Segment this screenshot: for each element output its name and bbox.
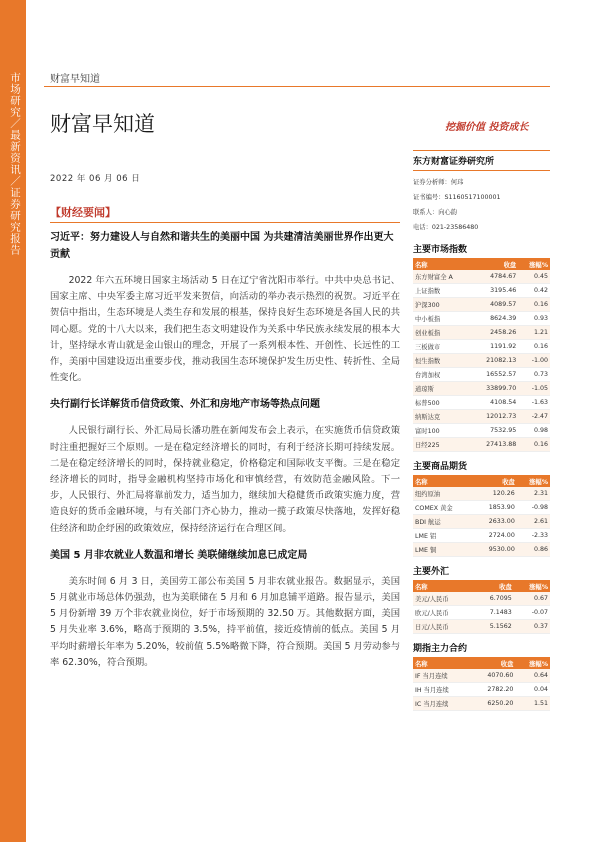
table-header-cell: 收盘 bbox=[470, 657, 515, 669]
org-box bbox=[413, 150, 550, 235]
table-cell: 0.98 bbox=[518, 424, 550, 438]
analyst-line: 证券分析师：何玮 bbox=[413, 179, 464, 186]
table-cell: 21082.13 bbox=[471, 354, 518, 368]
page-title: 财富早知道 bbox=[50, 112, 155, 136]
table-cell: 7.1483 bbox=[473, 606, 514, 620]
table-cell: 2633.00 bbox=[473, 515, 516, 529]
table-title: 主要市场指数 bbox=[413, 245, 468, 255]
table-cell: 纳斯达克 bbox=[413, 410, 471, 424]
table-cell: IC 当月连续 bbox=[413, 697, 470, 711]
table-cell: 0.16 bbox=[518, 298, 550, 312]
header-small-title: 财富早知道 bbox=[50, 74, 100, 85]
news-title-3: 美国 5 月非农就业人数温和增长 美联储继续加息已成定局 bbox=[50, 549, 308, 561]
table-cell: 2724.00 bbox=[473, 529, 516, 543]
table-cell: 上证指数 bbox=[413, 284, 471, 298]
table-cell: 欧元/人民币 bbox=[413, 606, 473, 620]
table-cell: 5.1562 bbox=[473, 620, 514, 634]
table-title: 主要外汇 bbox=[413, 567, 450, 577]
news-body-2: 人民银行副行长、外汇局局长潘功胜在新闻发布会上表示，在实施货币信贷政策时注重把握好三个原则。一是在稳定经济增长的同时，有利于经济长期可持续发展。二是在稳定经济增长的同时，保持就业稳定，价格稳定和国际收支平衡。三是在稳定经济增长的同时，指导金融机构坚持市场化和审慎经营，有效防范金融风险。下一步，人民银行、外汇局将靠前发力，适当加力，继续加大稳健货币政策实施力度，营造良好的货币金融环境，与有关部门齐心协力，推动一揽子政策尽快落地，发挥好稳住经济和助企纾困的政策效应，保持经济运行在合理区间。 bbox=[50, 425, 400, 534]
market-table bbox=[413, 580, 550, 634]
table-cell: -1.63 bbox=[518, 396, 550, 410]
table-cell: 27413.88 bbox=[471, 438, 518, 452]
table-row bbox=[413, 396, 550, 410]
table-row bbox=[413, 326, 550, 340]
table-cell: 道琼斯 bbox=[413, 382, 471, 396]
table-row bbox=[413, 620, 550, 634]
table-header-cell: 收盘 bbox=[473, 475, 516, 487]
table-cell: 恒生指数 bbox=[413, 354, 471, 368]
market-tables bbox=[413, 242, 550, 711]
org-name: 东方财富证券研究所 bbox=[413, 154, 550, 171]
table-cell: 9530.00 bbox=[473, 543, 516, 557]
table-cell: 4089.57 bbox=[471, 298, 518, 312]
report-date: 2022 年 06 月 06 日 bbox=[50, 174, 141, 184]
table-header-cell: 涨幅% bbox=[518, 258, 550, 270]
news-title-2: 央行副行长详解货币信贷政策、外汇和房地产市场等热点问题 bbox=[50, 399, 320, 411]
table-row bbox=[413, 438, 550, 452]
market-table bbox=[413, 657, 550, 711]
table-cell: -0.07 bbox=[514, 606, 550, 620]
table-cell: IH 当月连续 bbox=[413, 683, 470, 697]
table-row bbox=[413, 340, 550, 354]
table-row bbox=[413, 382, 550, 396]
info-column bbox=[413, 150, 550, 711]
table-header-cell: 名称 bbox=[413, 475, 473, 487]
table-cell: 3195.46 bbox=[471, 284, 518, 298]
section-divider bbox=[50, 222, 400, 223]
table-cell: 0.16 bbox=[518, 438, 550, 452]
news-body-3: 美东时间 6 月 3 日，美国劳工部公布美国 5 月非农就业报告。数据显示，美国 5 月就业市场总体仍强劲，也为美联储在 5 月和 6 月加息铺平道路。报告显示，美国 5 月份新增 39 万个非农就业岗位，好于市场预期的 32.50 万。其他数据方面，美国 5 月失业率 3.6%，略高于预期的 3.5%，持平前值，接近疫情前的低点。美国 5 月平均时薪增长年率为 5.20%，较前值 5.5%略微下降，符合预期。美国 5 月劳动参与率 62.30%，符合预期。 bbox=[50, 575, 400, 668]
table-cell: 中小板指 bbox=[413, 312, 471, 326]
table-row bbox=[413, 683, 550, 697]
table-header-cell: 收盘 bbox=[471, 258, 518, 270]
table-cell: 1.51 bbox=[515, 697, 550, 711]
table-row bbox=[413, 410, 550, 424]
news-column bbox=[50, 204, 400, 679]
table-cell: 0.37 bbox=[514, 620, 550, 634]
cert-line: 证书编号：S1160517100001 bbox=[413, 194, 501, 201]
table-cell: 0.73 bbox=[518, 368, 550, 382]
table-row bbox=[413, 487, 550, 501]
table-header-cell: 涨幅% bbox=[514, 580, 550, 592]
table-cell: 0.64 bbox=[515, 669, 550, 683]
phone-line: 电话：021-23586480 bbox=[413, 224, 479, 231]
table-cell: LME 铝 bbox=[413, 529, 473, 543]
table-cell: 2.61 bbox=[517, 515, 550, 529]
table-cell: 0.45 bbox=[518, 270, 550, 284]
sidebar bbox=[0, 0, 26, 842]
table-title: 期指主力合约 bbox=[413, 644, 468, 654]
table-row bbox=[413, 529, 550, 543]
table-cell: 7532.95 bbox=[471, 424, 518, 438]
market-table bbox=[413, 475, 550, 557]
table-cell: 日经225 bbox=[413, 438, 471, 452]
table-cell: 12012.73 bbox=[471, 410, 518, 424]
slogan: 挖掘价值 投资成长 bbox=[445, 122, 529, 133]
table-cell: 6250.20 bbox=[470, 697, 515, 711]
table-header-cell: 名称 bbox=[413, 580, 473, 592]
table-header-cell: 涨幅% bbox=[515, 657, 550, 669]
table-cell: 2458.26 bbox=[471, 326, 518, 340]
table-title: 主要商品期货 bbox=[413, 462, 468, 472]
table-row bbox=[413, 298, 550, 312]
table-cell: -2.33 bbox=[517, 529, 550, 543]
table-cell: IF 当月连续 bbox=[413, 669, 470, 683]
table-cell: -1.05 bbox=[518, 382, 550, 396]
sidebar-text: 市场研究／最新资讯／证券研究报告 bbox=[9, 72, 21, 256]
table-row bbox=[413, 424, 550, 438]
table-row bbox=[413, 592, 550, 606]
table-cell: 0.93 bbox=[518, 312, 550, 326]
table-cell: COMEX 黄金 bbox=[413, 501, 473, 515]
table-cell: 8624.39 bbox=[471, 312, 518, 326]
table-row bbox=[413, 543, 550, 557]
table-row bbox=[413, 312, 550, 326]
table-cell: LME 铜 bbox=[413, 543, 473, 557]
news-body-1: 2022 年六五环境日国家主场活动 5 日在辽宁省沈阳市举行。中共中央总书记、国家主席、中央军委主席习近平发来贺信，向活动的举办表示热烈的祝贺。习近平在贺信中指出，生态环境是人类生存和发展的根基，保持良好生态环境是各国人民的共同心愿。党的十八大以来，我们把生态文明建设作为关系中华民族永续发展的根本大计，坚持绿水青山就是金山银山的理念，开展了一系列根本性、开创性、长远性的工作，美丽中国建设迈出重要步伐，推动我国生态环境保护发生历史性、转折性、全局性变化。 bbox=[50, 275, 400, 384]
table-cell: 沪深300 bbox=[413, 298, 471, 312]
table-cell: 东方财富全 A bbox=[413, 270, 471, 284]
table-cell: BDI 航运 bbox=[413, 515, 473, 529]
table-row bbox=[413, 354, 550, 368]
table-cell: 富时100 bbox=[413, 424, 471, 438]
table-cell: 纽约原油 bbox=[413, 487, 473, 501]
table-cell: 4070.60 bbox=[470, 669, 515, 683]
table-row bbox=[413, 606, 550, 620]
table-cell: -0.98 bbox=[517, 501, 550, 515]
news-title-1: 习近平：努力建设人与自然和谐共生的美丽中国 为共建清洁美丽世界作出更大贡献 bbox=[50, 232, 394, 260]
table-cell: 4108.54 bbox=[471, 396, 518, 410]
table-header-cell: 涨幅% bbox=[517, 475, 550, 487]
table-cell: 日元/人民币 bbox=[413, 620, 473, 634]
table-cell: -1.00 bbox=[518, 354, 550, 368]
contact-line: 联系人：向心韵 bbox=[413, 209, 458, 216]
table-row bbox=[413, 501, 550, 515]
header-divider bbox=[44, 86, 550, 87]
table-row bbox=[413, 284, 550, 298]
table-header-cell: 收盘 bbox=[473, 580, 514, 592]
table-cell: 0.42 bbox=[518, 284, 550, 298]
table-row bbox=[413, 270, 550, 284]
table-cell: 120.26 bbox=[473, 487, 516, 501]
table-cell: 台湾加权 bbox=[413, 368, 471, 382]
table-row bbox=[413, 697, 550, 711]
table-cell: 美元/人民币 bbox=[413, 592, 473, 606]
table-cell: 6.7095 bbox=[473, 592, 514, 606]
table-cell: 2.31 bbox=[517, 487, 550, 501]
table-cell: 1191.92 bbox=[471, 340, 518, 354]
table-header-cell: 名称 bbox=[413, 258, 471, 270]
table-row bbox=[413, 515, 550, 529]
market-table bbox=[413, 258, 550, 452]
table-cell: -2.47 bbox=[518, 410, 550, 424]
table-cell: 33899.70 bbox=[471, 382, 518, 396]
table-cell: 16552.57 bbox=[471, 368, 518, 382]
section-heading: 【财经要闻】 bbox=[50, 206, 116, 219]
table-cell: 4784.67 bbox=[471, 270, 518, 284]
table-cell: 0.86 bbox=[517, 543, 550, 557]
table-cell: 0.67 bbox=[514, 592, 550, 606]
table-cell: 1853.90 bbox=[473, 501, 516, 515]
table-cell: 三板做市 bbox=[413, 340, 471, 354]
table-cell: 0.04 bbox=[515, 683, 550, 697]
table-cell: 创业板指 bbox=[413, 326, 471, 340]
table-header-cell: 名称 bbox=[413, 657, 470, 669]
table-row bbox=[413, 669, 550, 683]
table-cell: 1.21 bbox=[518, 326, 550, 340]
table-cell: 2782.20 bbox=[470, 683, 515, 697]
table-cell: 0.16 bbox=[518, 340, 550, 354]
table-cell: 标普500 bbox=[413, 396, 471, 410]
table-row bbox=[413, 368, 550, 382]
